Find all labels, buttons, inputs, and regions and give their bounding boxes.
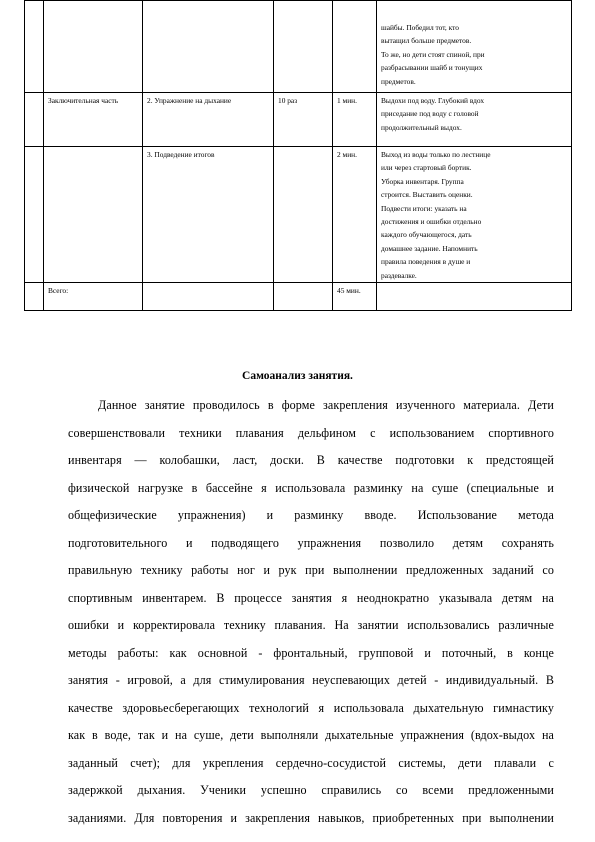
cell-number	[25, 283, 44, 311]
cell-part	[44, 147, 143, 283]
table-row	[25, 147, 572, 283]
cell-part: Всего:	[44, 283, 143, 311]
notes-line: Выход из воды только по лестнице	[381, 150, 491, 159]
cell-time	[333, 1, 377, 93]
cell-dosage: 10 раз	[274, 93, 333, 147]
cell-exercise: 3. Подведение итогов	[143, 147, 274, 283]
notes-line: раздевалке.	[381, 270, 417, 280]
notes-line: домашнее задание. Напомнить	[381, 243, 478, 253]
paragraph-line: подготовительного и подводящего упражнения позволило детям сохранять	[68, 535, 554, 550]
cell-notes	[377, 283, 572, 311]
paragraph-line: занятия - игровой, а для стимулирования неуспевающих детей - индивидуальный. В	[68, 673, 554, 687]
paragraph-line: методы работы: как основной - фронтальный, групповой и поточный, в конце	[68, 645, 554, 660]
paragraph-line: спортивным инвентарем. В процессе занятия я неоднократно указывала детям на	[68, 590, 554, 605]
cell-exercise	[143, 283, 274, 311]
cell-dosage	[274, 1, 333, 93]
paragraph-line: заданный счет); для укрепления сердечно-сосудистой системы, дети плавали с	[68, 755, 554, 770]
notes-line: То же, но дети стоят спиной, при	[381, 49, 485, 59]
notes-line: шайбы. Победил тот, кто	[381, 23, 459, 32]
notes-line: правила поведения в душе и	[381, 257, 471, 267]
table-row	[25, 1, 572, 93]
notes-line: достижения и ошибки отдельно	[381, 217, 482, 227]
cell-exercise	[143, 1, 274, 93]
paragraph-line: общефизические упражнения) и разминку вводе. Использование метода	[68, 508, 554, 522]
notes-line: разбрасывании шайб и тонущих	[381, 63, 483, 73]
notes-line: Выдохи под воду. Глубокий вдох	[381, 96, 485, 105]
cell-number	[25, 147, 44, 283]
paragraph-line: инвентаря — колобашки, ласт, доски. В качестве подготовки к предстоящей	[68, 453, 554, 467]
cell-time: 1 мин.	[333, 93, 377, 147]
paragraph-line: качестве здоровьесберегающих технологий я использовала дыхательную гимнастику	[68, 700, 554, 715]
cell-time: 45 мин.	[333, 283, 377, 311]
table-row-total	[25, 283, 572, 311]
cell-notes	[377, 147, 572, 283]
notes-line: Подвести итоги: указать на	[381, 203, 467, 213]
cell-dosage	[274, 283, 333, 311]
cell-part: Заключительная часть	[44, 93, 143, 147]
paragraph-line: задержкой дыхания. Ученики успешно справились со всеми предложенными	[68, 783, 554, 797]
notes-line: продолжительный выдох.	[381, 122, 462, 132]
notes-line: или через стартовый бортик.	[381, 163, 472, 173]
cell-number	[25, 93, 44, 147]
notes-line: каждого обучающегося, дать	[381, 230, 472, 240]
cell-exercise: 2. Упражнение на дыхание	[143, 93, 274, 147]
lesson-plan-table	[24, 0, 572, 311]
cell-part	[44, 1, 143, 93]
paragraph-line: Данное занятие проводилось в форме закрепления изученного материала. Дети	[98, 398, 554, 412]
paragraph-line: заданиями. Для повторения и закрепления навыков, приобретенных при выполнении	[68, 810, 554, 825]
paragraph-line: как в воде, так и на суше, дети выполняли дыхательные упражнения (вдох-выдох на	[68, 728, 554, 742]
cell-time: 2 мин.	[333, 147, 377, 283]
section-title: Самоанализ занятия.	[242, 370, 353, 382]
paragraph-line: ошибки и корректировала технику плавания. На занятии использовались различные	[68, 618, 554, 632]
cell-dosage	[274, 147, 333, 283]
cell-number	[25, 1, 44, 93]
cell-notes	[377, 1, 572, 93]
paragraph-line: правильную технику работы ног и рук при выполнении предложенных заданий со	[68, 563, 554, 577]
notes-line: вытащил больше предметов.	[381, 36, 472, 46]
notes-line: строится. Выставить оценки.	[381, 190, 473, 200]
table-row	[25, 93, 572, 147]
lesson-plan-table-body	[25, 1, 572, 311]
notes-line: предметов.	[381, 76, 416, 86]
notes-line: Уборка инвентаря. Группа	[381, 176, 464, 186]
paragraph-line: совершенствовали техники плавания дельфином с использованием спортивного	[68, 425, 554, 440]
notes-line: приседание под воду с головой	[381, 109, 479, 119]
paragraph-line: физической нагрузке в бассейне я использовала разминку на суше (специальные и	[68, 480, 554, 495]
cell-notes	[377, 93, 572, 147]
